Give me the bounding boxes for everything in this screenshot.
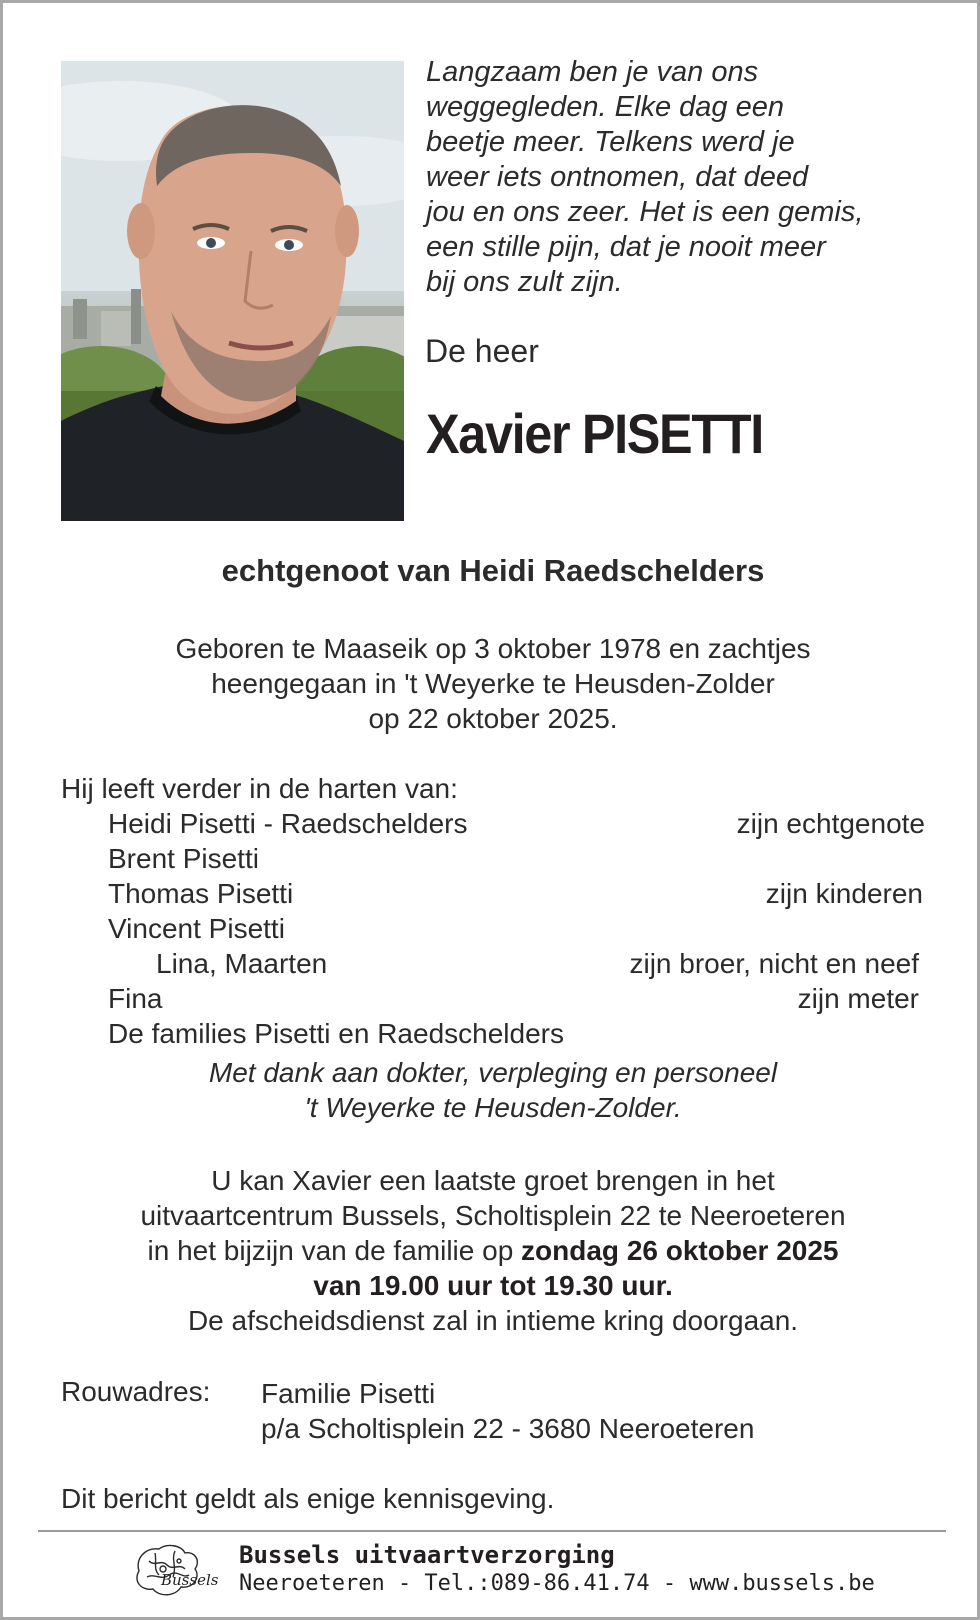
visit-date: zondag 26 oktober 2025 <box>521 1235 839 1266</box>
visit-line: U kan Xavier een laatste groet brengen in het <box>211 1165 775 1196</box>
family-member-name: Vincent Pisetti <box>108 913 285 944</box>
poem-line: Langzaam ben je van ons <box>426 56 759 88</box>
family-member-name: Brent Pisetti <box>108 843 259 874</box>
family-member-name: Fina <box>108 983 163 1014</box>
address-line: p/a Scholtisplein 22 - 3680 Neeroeteren <box>261 1413 755 1444</box>
family-row <box>3 1018 980 1053</box>
visitation-details <box>3 1163 980 1338</box>
visit-time: van 19.00 uur tot 19.30 uur. <box>313 1270 673 1301</box>
mourning-address <box>261 1376 754 1446</box>
bussels-logo-icon <box>131 1541 227 1601</box>
thanks-line: 't Weyerke te Heusden-Zolder. <box>304 1092 682 1123</box>
family-row <box>3 983 980 1018</box>
visit-line: De afscheidsdienst zal in intieme kring doorgaan. <box>187 1305 799 1336</box>
birth-line: heengegaan in 't Weyerke te Heusden-Zolder <box>211 668 775 699</box>
birth-details <box>3 631 980 736</box>
thanks-note <box>3 1055 980 1125</box>
family-row <box>3 808 980 843</box>
spouse-line: echtgenoot van Heidi Raedschelders <box>221 553 765 588</box>
family-row <box>3 843 980 878</box>
visit-prefix: in het bijzijn van de familie op <box>147 1235 522 1266</box>
family-member-name: Heidi Pisetti - Raedschelders <box>108 808 468 839</box>
address-label: Rouwadres: <box>61 1376 211 1407</box>
poem <box>426 55 946 300</box>
family-member-name: De families Pisetti en Raedschelders <box>108 1018 564 1049</box>
family-member-name: Thomas Pisetti <box>108 878 294 909</box>
family-relation: zijn meter <box>797 983 919 1014</box>
family-intro: Hij leeft verder in de harten van: <box>61 773 458 804</box>
address-line: Familie Pisetti <box>261 1378 436 1409</box>
portrait-photo <box>61 61 404 521</box>
deceased-name: Xavier PISETTI <box>426 402 763 465</box>
family-relation: zijn broer, nicht en neef <box>629 948 919 979</box>
salutation: De heer <box>425 333 539 369</box>
poem-line: weer iets ontnomen, dat deed <box>426 161 809 193</box>
family-row <box>3 878 980 913</box>
birth-line: Geboren te Maaseik op 3 oktober 1978 en zachtjes <box>175 633 811 664</box>
poem-line: weggegleden. Elke dag een <box>426 91 784 123</box>
family-row <box>3 948 980 983</box>
family-row <box>3 913 980 948</box>
notice-line: Dit bericht geldt als enige kennisgeving. <box>61 1483 555 1514</box>
logo-wordmark: Bussels <box>161 1571 219 1589</box>
poem-line: bij ons zult zijn. <box>426 266 623 298</box>
funeral-home-info <box>239 1541 875 1599</box>
visit-line <box>3 1268 980 1303</box>
visit-line <box>3 1233 980 1268</box>
poem-line: een stille pijn, dat je nooit meer <box>426 231 826 263</box>
birth-line: op 22 oktober 2025. <box>368 703 618 734</box>
company-name: Bussels uitvaartverzorging <box>239 1541 615 1569</box>
thanks-line: Met dank aan dokter, verpleging en personeel <box>208 1057 778 1088</box>
poem-line: jou en ons zeer. Het is een gemis, <box>426 196 864 228</box>
footer-divider <box>38 1530 946 1532</box>
company-contact: Neeroeteren - Tel.:089-86.41.74 - www.bussels.be <box>239 1571 875 1596</box>
family-relation: zijn kinderen <box>765 878 923 909</box>
poem-line: beetje meer. Telkens werd je <box>426 126 795 158</box>
visit-line: uitvaartcentrum Bussels, Scholtisplein 22 te Neeroeteren <box>140 1200 846 1231</box>
family-relation: zijn echtgenote <box>736 808 925 839</box>
family-member-name: Lina, Maarten <box>156 948 328 979</box>
